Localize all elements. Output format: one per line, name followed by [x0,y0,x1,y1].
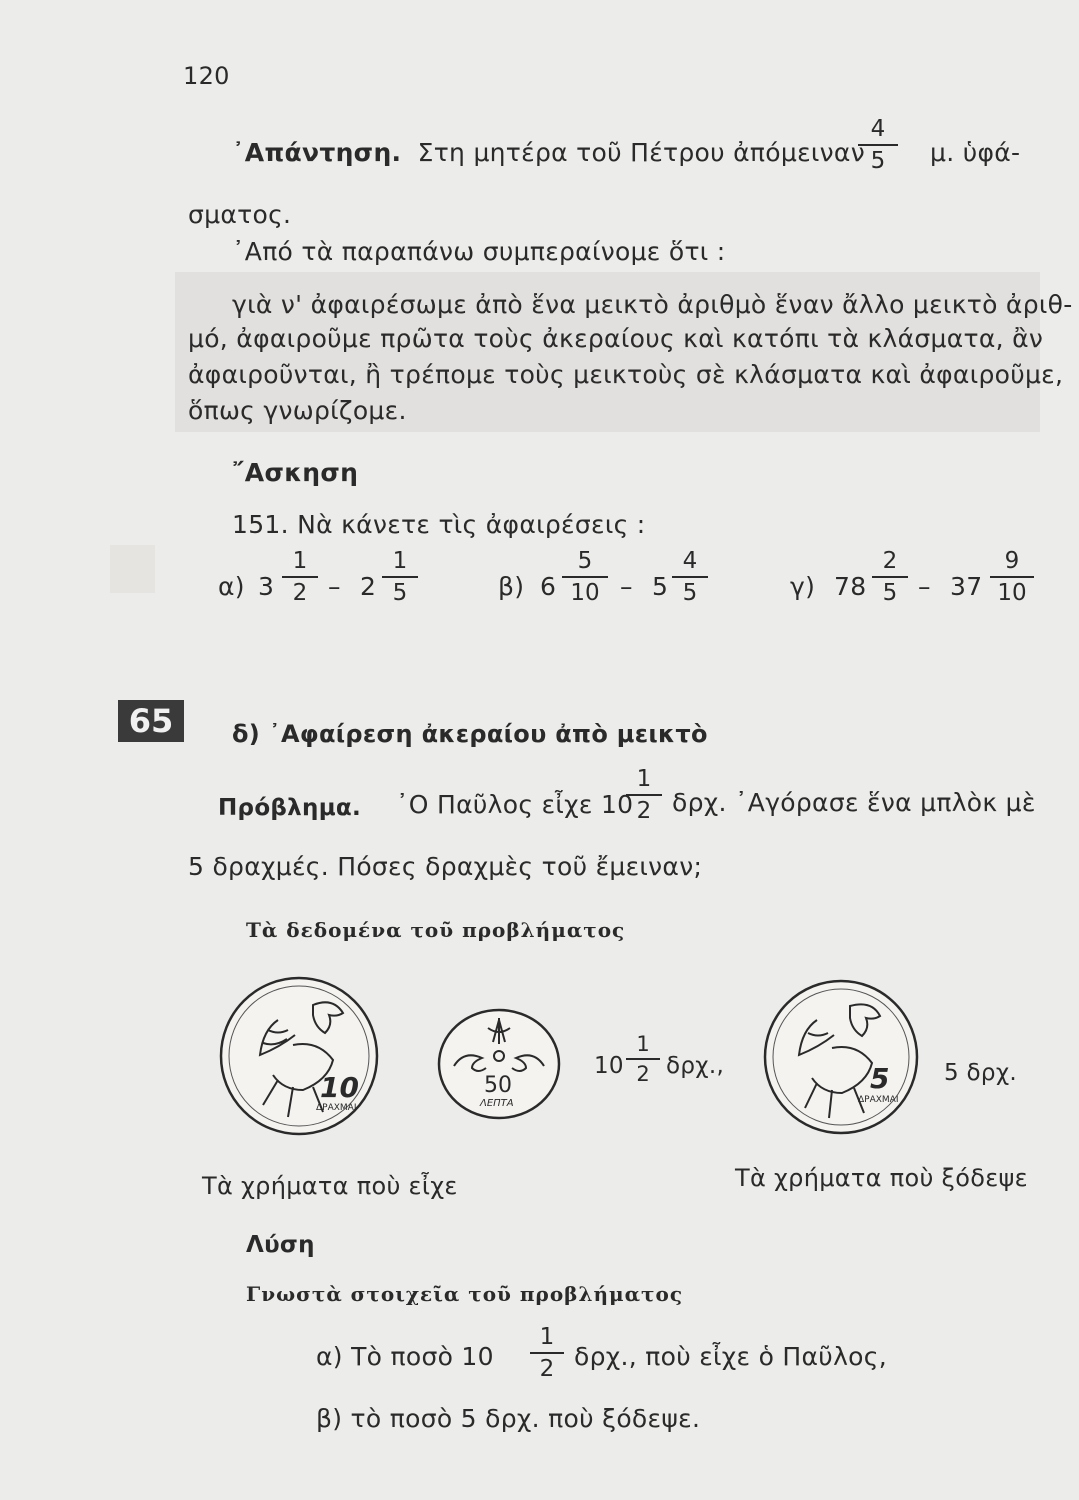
coin-50-lepta [436,1008,562,1120]
rule-line-4: ὅπως γνωρίζομε. [188,396,407,425]
spent-caption: Τὰ χρήματα ποὺ ξόδεψε [735,1164,1028,1192]
page-number: 120 [183,62,230,90]
exercise-c-frac-2: 9 10 [990,550,1034,605]
exercise-a-int-2: 2 [360,572,377,601]
had-amount-fraction: 1 2 [626,1034,660,1085]
had-amount-int: 10 [594,1053,624,1079]
svg-text:50: 50 [484,1073,512,1098]
exercise-a-frac-2: 1 5 [382,550,418,605]
exercise-b-op: – [620,572,633,601]
coin-10-drachmai [218,975,380,1137]
exercise-c-label: γ) [790,572,816,601]
svg-text:ΔΡΑΧΜΑΙ: ΔΡΑΧΜΑΙ [858,1095,899,1105]
answer-line [232,138,865,167]
rule-line-2: μό, ἀφαιροῦμε πρῶτα τοὺς ἀκεραίους καὶ κατόπι τὰ κλάσματα, ἂν [188,324,1044,353]
answer-text: Στη μητέρα τοῦ Πέτρου ἀπόμειναν [417,138,865,167]
problem-text-b: δρχ. ᾿Αγόρασε ἕνα μπλὸκ μὲ [672,788,1036,817]
solution-item-a-fraction: 1 2 [530,1326,564,1381]
known-heading: Γνωστὰ στοιχεῖα τοῦ προβλήματος [246,1282,684,1306]
exercise-c-int-2: 37 [950,572,983,601]
exercise-b-int-2: 5 [652,572,669,601]
answer-fraction: 4 5 [858,118,898,173]
reverse-page-shading-2 [110,545,155,593]
exercise-c-op: – [918,572,931,601]
conclusion-intro: ᾿Από τὰ παραπάνω συμπεραίνομε ὅτι : [232,237,726,266]
svg-text:ΛΕΠΤΑ: ΛΕΠΤΑ [480,1098,514,1109]
exercise-prompt: 151. Νὰ κάνετε τὶς ἀφαιρέσεις : [232,510,646,539]
answer-label: ᾿Απάντηση. [232,138,402,167]
rule-line-3: ἀφαιροῦνται, ἢ τρέπομε τοὺς μεικτοὺς σὲ κλάσματα καὶ ἀφαιροῦμε, [188,360,1064,389]
exercise-c-frac-1: 2 5 [872,550,908,605]
rule-line-1: γιὰ ν' ἀφαιρέσωμε ἀπὸ ἕνα μεικτὸ ἀριθμὸ ἕναν ἄλλο μεικτὸ ἀριθ- [232,290,1073,319]
solution-item-a-pre: α) Τὸ ποσὸ 10 [316,1342,494,1371]
exercise-b-int-1: 6 [540,572,557,601]
exercise-a-op: – [328,572,341,601]
exercise-b-label: β) [498,572,525,601]
problem-line-2: 5 δραχμές. Πόσες δραχμὲς τοῦ ἔμειναν; [188,852,703,881]
solution-item-b: β) τὸ ποσὸ 5 δρχ. ποὺ ξόδεψε. [316,1404,701,1433]
exercise-a-label: α) [218,572,245,601]
section-number-badge: 65 [118,700,184,742]
coin-5-drachmai [762,978,920,1136]
answer-unit: μ. ὑφά- [930,138,1021,167]
spent-amount: 5 δρχ. [944,1060,1018,1086]
exercise-a-frac-1: 1 2 [282,550,318,605]
solution-item-a-post: δρχ., ποὺ εἶχε ὁ Παῦλος, [574,1342,887,1371]
exercise-b-frac-1: 5 10 [562,550,608,605]
problem-text-a: ᾿Ο Παῦλος εἶχε 10 [396,790,634,819]
exercise-c-int-1: 78 [834,572,867,601]
solution-heading: Λύση [246,1232,315,1258]
data-heading: Τὰ δεδομένα τοῦ προβλήματος [246,918,626,942]
svg-text:5: 5 [870,1062,890,1095]
svg-text:ΔΡΑΧΜΑΙ: ΔΡΑΧΜΑΙ [316,1103,357,1113]
problem-label: Πρόβλημα. [218,795,362,821]
exercise-b-frac-2: 4 5 [672,550,708,605]
problem-fraction: 1 2 [626,768,662,823]
had-amount-unit: δρχ., [666,1053,725,1079]
section-title: δ) ᾿Αφαίρεση ἀκεραίου ἀπὸ μεικτὸ [232,720,708,748]
exercise-a-int-1: 3 [258,572,275,601]
exercise-heading: ῎Ασκηση [232,458,359,487]
had-caption: Τὰ χρήματα ποὺ εἶχε [202,1172,458,1200]
svg-text:10: 10 [320,1071,359,1104]
answer-continuation: σματος. [188,200,292,229]
